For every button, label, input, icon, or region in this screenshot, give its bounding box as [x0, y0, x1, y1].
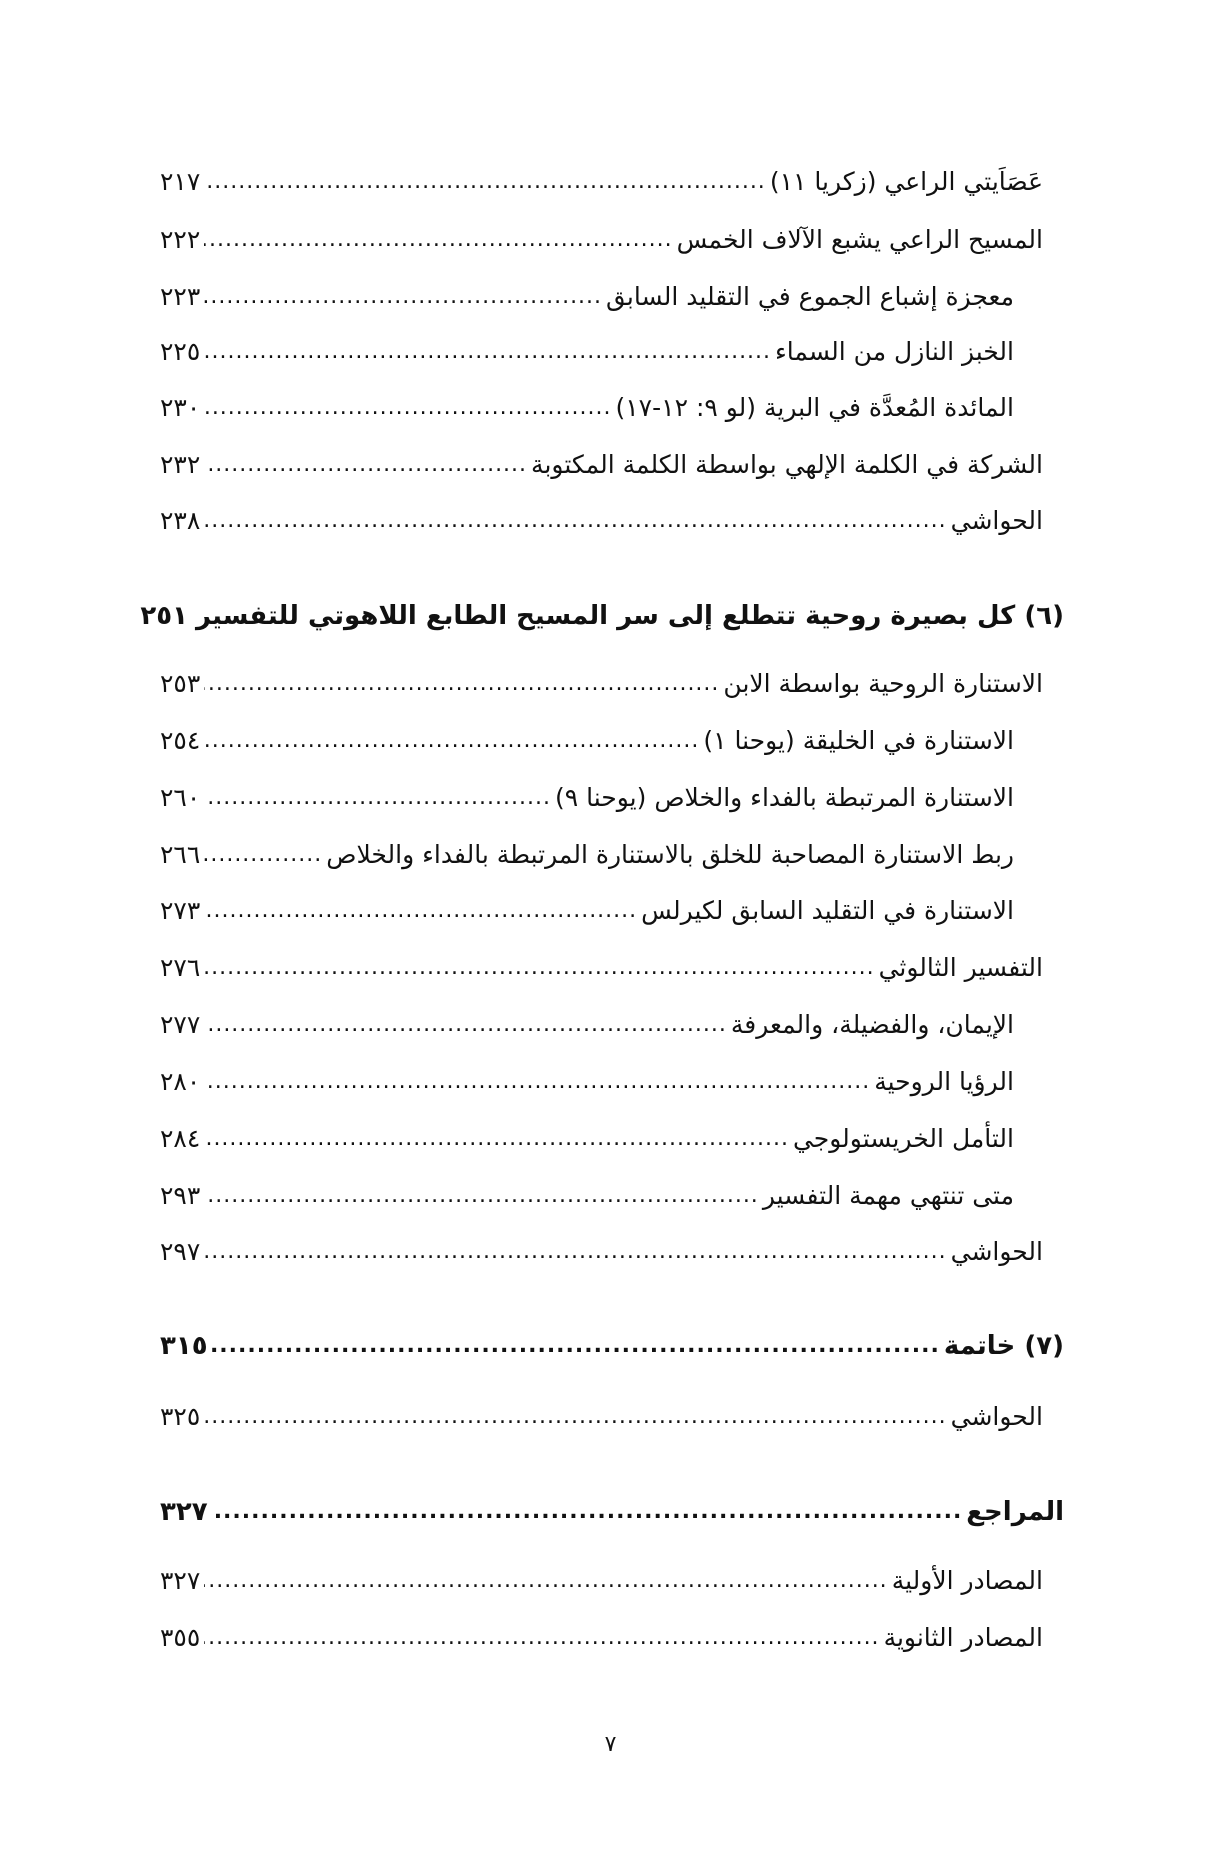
entry-page: ٢٣٢: [160, 450, 201, 479]
leader-dots: [204, 1060, 870, 1104]
entry-title: المصادر الثانوية: [883, 1623, 1043, 1652]
leader-dots: [204, 1003, 727, 1047]
entry-title: ربط الاستنارة المصاحبة للخلق بالاستنارة المرتبطة بالفداء والخلاص: [326, 840, 1014, 869]
leader-dots: [204, 218, 672, 262]
entry-page: ٢٨٠: [160, 1067, 201, 1096]
entry-title: الحواشي: [950, 506, 1043, 535]
leader-dots: [204, 160, 766, 204]
toc-entry: [160, 386, 1064, 430]
entry-title: المصادر الأولية: [891, 1566, 1043, 1595]
leader-dots: [204, 1559, 887, 1603]
entry-page: ٢٨٤: [160, 1124, 201, 1153]
toc-entry: [160, 330, 1064, 374]
entry-title: المراجع: [966, 1497, 1064, 1527]
toc-entry: [160, 1174, 1064, 1218]
leader-dots: [212, 1324, 940, 1368]
toc-entry: [160, 1230, 1064, 1274]
toc-entry: [160, 160, 1064, 204]
toc-entry: [160, 662, 1064, 706]
toc-entry: [160, 1117, 1064, 1161]
entry-page: ٢٩٣: [160, 1181, 201, 1210]
entry-page: ٣٢٧: [160, 1566, 201, 1595]
toc-entry: [160, 719, 1064, 763]
entry-title: التفسير الثالوثي: [878, 953, 1043, 982]
entry-page: ٣٢٥: [160, 1402, 201, 1431]
toc-chapter-heading: [160, 1324, 1064, 1368]
toc-entry: [160, 1060, 1064, 1104]
entry-title: الاستنارة في الخليقة (يوحنا ١): [703, 726, 1014, 755]
leader-dots: [204, 1616, 879, 1660]
entry-page: ٢٢٥: [160, 337, 201, 366]
entry-page: ٢٣٠: [160, 393, 201, 422]
leader-dots: [204, 1174, 759, 1218]
entry-page: ٢٦٦: [160, 840, 201, 869]
entry-title: عَصَاَيتي الراعي (زكريا ١١): [769, 167, 1043, 196]
entry-title: متى تنتهي مهمة التفسير: [762, 1181, 1014, 1210]
leader-dots: [204, 275, 602, 319]
entry-title: الاستنارة في التقليد السابق لكيرلس: [641, 896, 1014, 925]
entry-title: الحواشي: [950, 1237, 1043, 1266]
entry-page: ٢٢٣: [160, 282, 201, 311]
entry-title: معجزة إشباع الجموع في التقليد السابق: [606, 282, 1014, 311]
leader-dots: [204, 1230, 946, 1274]
toc-entry: [160, 1395, 1064, 1439]
entry-title: التأمل الخريستولوجي: [792, 1124, 1014, 1153]
entry-page: ٢٥٤: [160, 726, 201, 755]
entry-title: المسيح الراعي يشبع الآلاف الخمس: [676, 225, 1043, 254]
leader-dots: [204, 776, 551, 820]
toc-chapter-heading: [140, 594, 1064, 638]
entry-page: ٢٥١: [140, 601, 188, 631]
leader-dots: [204, 1395, 946, 1439]
toc-entry: [160, 443, 1064, 487]
leader-dots: [204, 386, 611, 430]
entry-title: (٧) خاتمة: [943, 1331, 1064, 1361]
entry-title: الرؤيا الروحية: [874, 1067, 1014, 1096]
leader-dots: [204, 719, 699, 763]
leader-dots: [204, 946, 874, 990]
entry-page: ٢٧٦: [160, 953, 201, 982]
leader-dots: [204, 1117, 789, 1161]
entry-page: ٢١٧: [160, 167, 201, 196]
leader-dots: [204, 662, 719, 706]
entry-title: الحواشي: [950, 1402, 1043, 1431]
toc-entry: [160, 218, 1064, 262]
leader-dots: [204, 330, 771, 374]
leader-dots: [212, 1490, 963, 1534]
toc-entry: [160, 499, 1064, 543]
toc-entry: [160, 275, 1064, 319]
entry-page: ٢٧٧: [160, 1010, 201, 1039]
page-number: ٧: [604, 1732, 617, 1757]
entry-page: ٢٩٧: [160, 1237, 201, 1266]
entry-title: الاستنارة الروحية بواسطة الابن: [723, 669, 1043, 698]
toc-entry: [160, 1559, 1064, 1603]
toc-entry: [160, 946, 1064, 990]
entry-page: ٢٣٨: [160, 506, 201, 535]
toc-chapter-heading: [160, 1490, 1064, 1534]
entry-page: ٢٦٠: [160, 783, 201, 812]
entry-page: ٢٥٣: [160, 669, 201, 698]
entry-page: ٢٢٢: [160, 225, 201, 254]
entry-title: الخبز النازل من السماء: [775, 337, 1014, 366]
entry-title: المائدة المُعدَّة في البرية (لو ٩: ١٢-١٧): [615, 393, 1014, 422]
entry-title: الاستنارة المرتبطة بالفداء والخلاص (يوحنا ٩): [554, 783, 1014, 812]
entry-page: ٣٥٥: [160, 1623, 201, 1652]
toc-entry: [160, 1003, 1064, 1047]
leader-dots: [204, 889, 637, 933]
leader-dots: [204, 833, 322, 877]
entry-title: الإيمان، والفضيلة، والمعرفة: [730, 1010, 1014, 1039]
toc-entry: [160, 1616, 1064, 1660]
entry-page: ٣٢٧: [160, 1497, 208, 1527]
entry-page: ٢٧٣: [160, 896, 201, 925]
toc-entry: [160, 776, 1064, 820]
leader-dots: [204, 499, 946, 543]
entry-page: ٣١٥: [160, 1331, 208, 1361]
leader-dots: [204, 443, 527, 487]
entry-title: الشركة في الكلمة الإلهي بواسطة الكلمة المكتوبة: [531, 450, 1043, 479]
table-of-contents: [140, 0, 1064, 1851]
toc-entry: [160, 889, 1064, 933]
toc-entry: [160, 833, 1064, 877]
entry-title: (٦) كل بصيرة روحية تتطلع إلى سر المسيح الطابع اللاهوتي للتفسير: [195, 601, 1064, 631]
